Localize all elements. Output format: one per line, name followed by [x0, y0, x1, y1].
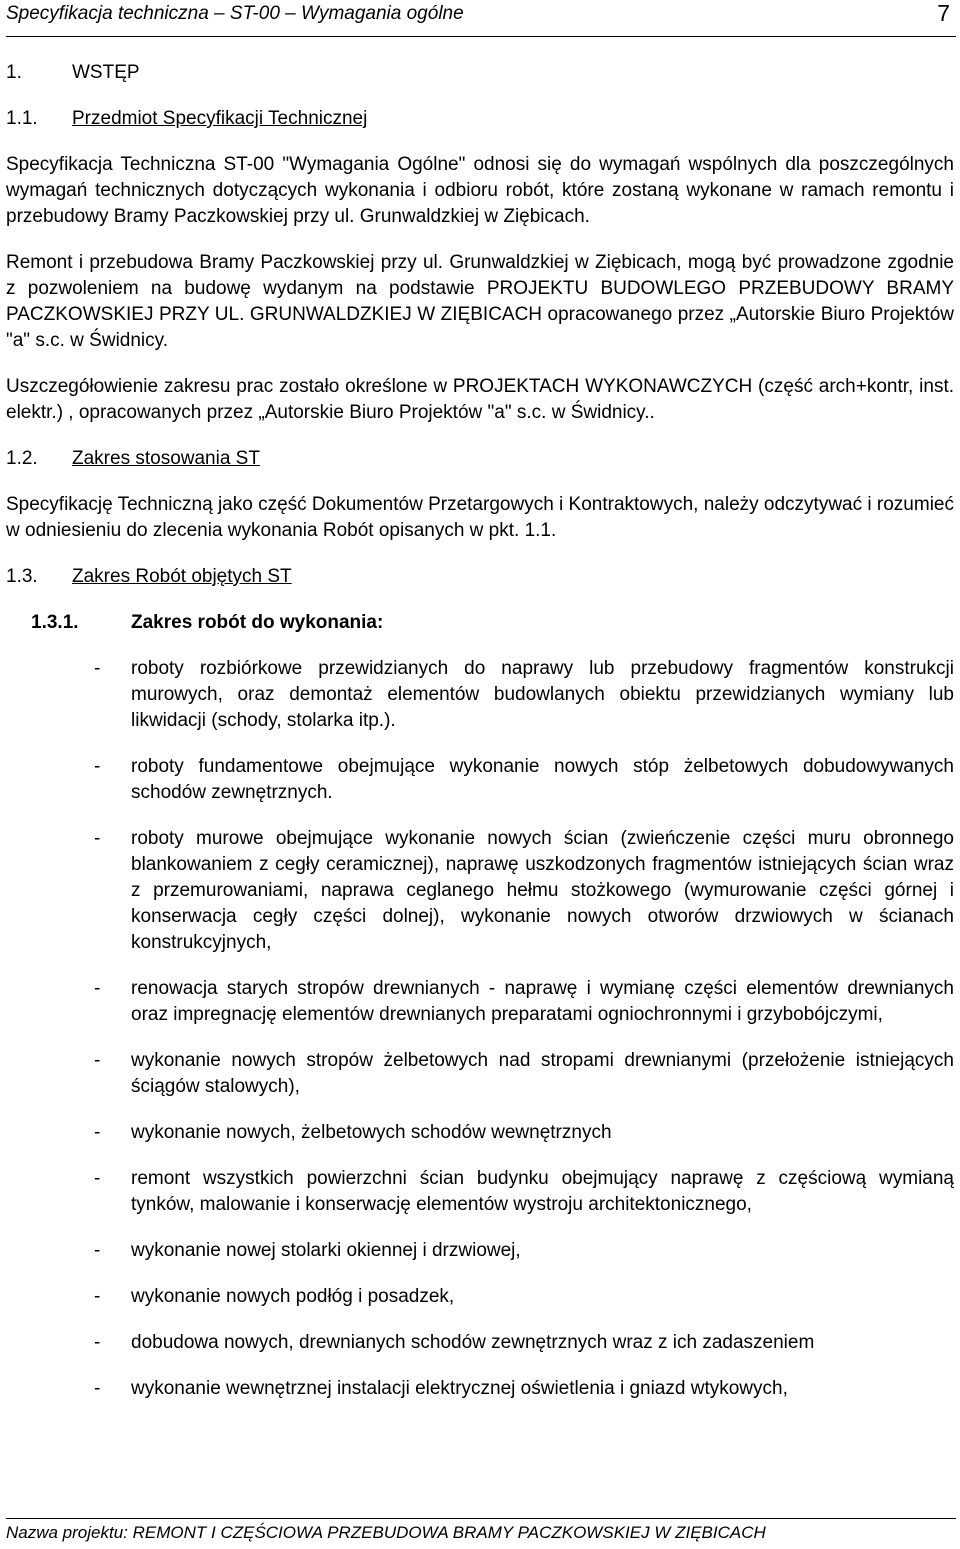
header-title: Specyfikacja techniczna – ST-00 – Wymagania ogólne: [6, 3, 464, 24]
page-footer: [6, 1518, 956, 1544]
list-item-text: remont wszystkich powierzchni ścian budynku obejmujący naprawę z częściową wymianą tynków, malowanie i konserwację elementów wystroju architektonicznego,: [131, 1168, 954, 1215]
paragraph-intro: Specyfikacja Techniczna ST-00 "Wymagania Ogólne" odnosi się do wymagań wspólnych dla poszczególnych wymagań technicznych dotyczących wykonania i odbioru robót, które zostaną wykonane w ramach remontu i przebudowy Bramy Paczkowskiej przy ul. Grunwaldzkiej w Ziębicach.: [6, 154, 954, 227]
bullet-dash: -: [94, 756, 101, 777]
section-heading-1-3-1: [6, 610, 954, 636]
section-heading-1: [6, 60, 954, 86]
bullet-dash: -: [94, 1122, 101, 1143]
section-heading-1-1: [6, 106, 954, 132]
section-number: 1.2.: [6, 448, 38, 469]
list-item: [6, 1048, 954, 1100]
list-item: [6, 1330, 954, 1356]
bullet-dash: -: [94, 828, 101, 849]
paragraph-details: Uszczegółowienie zakresu prac zostało określone w PROJEKTACH WYKONAWCZYCH (część arch+kontr, inst. elektr.) , opracowanych przez „Autorskie Biuro Projektów "a" s.c. w Świdnicy..: [6, 376, 954, 423]
list-item-text: wykonanie nowych podłóg i posadzek,: [131, 1286, 455, 1307]
works-list: [6, 656, 954, 1402]
list-item-text: wykonanie nowej stolarki okiennej i drzwiowej,: [131, 1240, 521, 1261]
list-item-text: dobudowa nowych, drewnianych schodów zewnętrznych wraz z ich zadaszeniem: [131, 1332, 815, 1353]
section-number: 1.: [6, 62, 22, 83]
list-item: [6, 754, 954, 806]
list-item-text: roboty murowe obejmujące wykonanie nowych ścian (zwieńczenie części muru obronnego blankowaniem z cegły ceramicznej), naprawę uszkodzonych fragmentów istniejących ścian wraz z przemurowaniami, naprawa ceglanego hełmu stożkowego (wymurowanie części górnej i konserwacja cegły części dolnej), wykonanie nowych otworów drzwiowych w ścianach konstrukcyjnych,: [131, 828, 954, 953]
section-title: Zakres robót do wykonania:: [131, 612, 384, 633]
list-item-text: roboty rozbiórkowe przewidzianych do naprawy lub przebudowy fragmentów konstrukcji murowych, oraz demontaż elementów budowlanych obiektu przewidzianych wymiany lub likwidacji (schody, stolarka itp.).: [131, 658, 954, 731]
list-item: [6, 826, 954, 956]
bullet-dash: -: [94, 978, 101, 999]
section-number: 1.3.: [6, 566, 38, 587]
paragraph-scope: Specyfikację Techniczną jako część Dokumentów Przetargowych i Kontraktowych, należy odczytywać i rozumieć w odniesieniu do zlecenia wykonania Robót opisanych w pkt. 1.1.: [6, 494, 954, 541]
paragraph-remont: Remont i przebudowa Bramy Paczkowskiej przy ul. Grunwaldzkiej w Ziębicach, mogą być prowadzone zgodnie z pozwoleniem na budowę wydanym na podstawie PROJEKTU BUDOWLEGO PRZEBUDOWY BRAMY PACZKOWSKIEJ PRZY UL. GRUNWALDZKIEJ W ZIĘBICACH opracowanego przez „Autorskie Biuro Projektów "a" s.c. w Świdnicy.: [6, 252, 954, 351]
bullet-dash: -: [94, 1378, 101, 1399]
list-item-text: wykonanie wewnętrznej instalacji elektrycznej oświetlenia i gniazd wtykowych,: [131, 1378, 788, 1399]
list-item-text: roboty fundamentowe obejmujące wykonanie nowych stóp żelbetowych dobudowywanych schodów zewnętrznych.: [131, 756, 954, 803]
list-item: [6, 1120, 954, 1146]
page-number: 7: [937, 0, 950, 26]
page-header: [6, 0, 956, 37]
list-item: [6, 1376, 954, 1402]
section-number: 1.1.: [6, 108, 38, 129]
list-item: [6, 1284, 954, 1310]
bullet-dash: -: [94, 1050, 101, 1071]
bullet-dash: -: [94, 1168, 101, 1189]
section-title: Zakres Robót objętych ST: [72, 566, 292, 587]
bullet-dash: -: [94, 658, 101, 679]
section-heading-1-2: [6, 446, 954, 472]
list-item-text: wykonanie nowych, żelbetowych schodów wewnętrznych: [131, 1122, 612, 1143]
list-item: [6, 656, 954, 734]
section-heading-1-3: [6, 564, 954, 590]
section-title: WSTĘP: [72, 62, 140, 83]
list-item: [6, 1238, 954, 1264]
bullet-dash: -: [94, 1286, 101, 1307]
list-item: [6, 1166, 954, 1218]
section-title: Przedmiot Specyfikacji Technicznej: [72, 108, 368, 129]
section-number: 1.3.1.: [31, 612, 79, 633]
list-item-text: wykonanie nowych stropów żelbetowych nad stropami drewnianymi (przełożenie istniejących ściągów stalowych),: [131, 1050, 954, 1097]
bullet-dash: -: [94, 1240, 101, 1261]
bullet-dash: -: [94, 1332, 101, 1353]
list-item-text: renowacja starych stropów drewnianych - naprawę i wymianę części elementów drewnianych oraz impregnację elementów drewnianych preparatami ogniochronnymi i grzybobójczymi,: [131, 978, 954, 1025]
list-item: [6, 976, 954, 1028]
footer-project-name: Nazwa projektu: REMONT I CZĘŚCIOWA PRZEBUDOWA BRAMY PACZKOWSKIEJ W ZIĘBICACH: [6, 1523, 766, 1542]
section-title: Zakres stosowania ST: [72, 448, 260, 469]
document-body: [6, 60, 954, 1422]
